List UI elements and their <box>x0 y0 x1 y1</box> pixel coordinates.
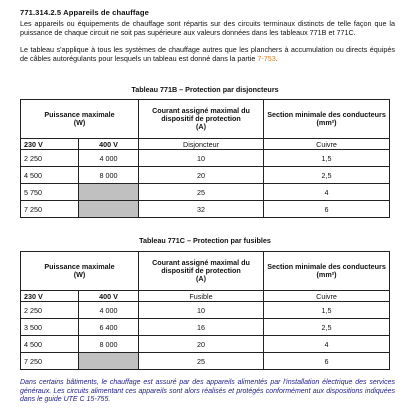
table-c-cell-230v: 7 250 <box>21 353 79 370</box>
table-c-cell-section: 6 <box>264 353 390 370</box>
table-b-cell-section: 1,5 <box>264 150 390 167</box>
table-c-cell-section: 2,5 <box>264 319 390 336</box>
table-b <box>20 99 390 218</box>
table-b-cell-current: 20 <box>139 167 264 184</box>
table-b-sub-230v: 230 V <box>21 139 79 150</box>
section-heading: 771.314.2.5 Appareils de chauffage <box>20 8 149 17</box>
part-reference-link[interactable]: 7-753 <box>257 53 276 63</box>
table-c-cell-400v: 4 000 <box>79 302 139 319</box>
paragraph-2-text: Le tableau s'applique à tous les systèmes de chauffage autres que les planchers à accumulation ou directs équipés de câbles autorégulants pour lesquels un tableau est donné dans la partie <box>20 45 395 63</box>
table-b-cell-230v: 7 250 <box>21 201 79 218</box>
table-c-header-power <box>21 252 139 291</box>
table-c-cell-current: 16 <box>139 319 264 336</box>
table-c-cell-400v: 6 400 <box>79 319 139 336</box>
table-b-cell-current: 32 <box>139 201 264 218</box>
table-b-header-power <box>21 100 139 139</box>
table-b-cell-400v: 4 000 <box>79 150 139 167</box>
table-row <box>21 353 390 370</box>
table-b-sub-material: Cuivre <box>264 139 390 150</box>
table-row <box>21 201 390 218</box>
table-b-cell-230v: 2 250 <box>21 150 79 167</box>
table-c-sub-device: Fusible <box>139 291 264 302</box>
table-b-sub-device: Disjoncteur <box>139 139 264 150</box>
table-c-cell-section: 1,5 <box>264 302 390 319</box>
table-b-cell-400v-empty <box>79 184 139 201</box>
table-b-cell-230v: 4 500 <box>21 167 79 184</box>
table-c-caption: Tableau 771C – Protection par fusibles <box>139 236 271 245</box>
table-c-cell-section: 4 <box>264 336 390 353</box>
table-c-cell-current: 25 <box>139 353 264 370</box>
table-c-header-current-text: Courant assigné maximal du dispositif de protection (A) <box>152 258 250 283</box>
table-b-cell-230v: 5 750 <box>21 184 79 201</box>
paragraph-2-end: . <box>275 53 278 63</box>
table-c <box>20 251 390 370</box>
table-c-header-section-text: Section minimale des conducteurs (mm²) <box>267 262 386 279</box>
table-c-header-current <box>139 252 264 291</box>
table-b-cell-section: 4 <box>264 184 390 201</box>
table-c-sub-400v: 400 V <box>79 291 139 302</box>
table-c-cell-current: 10 <box>139 302 264 319</box>
table-row <box>21 184 390 201</box>
table-row <box>21 302 390 319</box>
table-c-cell-230v: 3 500 <box>21 319 79 336</box>
table-b-sub-400v: 400 V <box>79 139 139 150</box>
paragraph-2 <box>20 46 395 63</box>
table-row <box>21 336 390 353</box>
table-row <box>21 167 390 184</box>
table-b-header-section <box>264 100 390 139</box>
table-c-cell-current: 20 <box>139 336 264 353</box>
italic-note: Dans certains bâtiments, le chauffage est assuré par des appareils alimentés par l'installation électrique des services généraux. Les circuits alimentant ces appareils sont alors réalisés et protégés conformément aux dispositions indiquées dans le guide UTE C 15-755. <box>20 379 395 404</box>
table-c-cell-230v: 4 500 <box>21 336 79 353</box>
table-c-cell-400v-empty <box>79 353 139 370</box>
table-b-header-current-text: Courant assigné maximal du dispositif de protection (A) <box>152 106 250 131</box>
table-c-cell-230v: 2 250 <box>21 302 79 319</box>
table-b-cell-400v-empty <box>79 201 139 218</box>
table-b-cell-section: 2,5 <box>264 167 390 184</box>
table-c-cell-400v: 8 000 <box>79 336 139 353</box>
table-row <box>21 150 390 167</box>
table-b-cell-current: 10 <box>139 150 264 167</box>
table-c-header-section <box>264 252 390 291</box>
table-c-header-power-text: Puissance maximale (W) <box>44 262 115 279</box>
table-b-cell-400v: 8 000 <box>79 167 139 184</box>
table-b-cell-section: 6 <box>264 201 390 218</box>
table-b-header-section-text: Section minimale des conducteurs (mm²) <box>267 110 386 127</box>
table-b-caption: Tableau 771B – Protection par disjoncteurs <box>131 85 279 94</box>
table-b-header-power-text: Puissance maximale (W) <box>44 110 115 127</box>
table-b-cell-current: 25 <box>139 184 264 201</box>
table-row <box>21 319 390 336</box>
paragraph-1: Les appareils ou équipements de chauffage sont répartis sur des circuits terminaux distincts de telle façon que la puissance de chaque circuit ne soit pas supérieure aux valeurs données dans les tableaux 771B et 771C. <box>20 19 395 37</box>
table-c-sub-material: Cuivre <box>264 291 390 302</box>
table-b-header-current <box>139 100 264 139</box>
table-c-sub-230v: 230 V <box>21 291 79 302</box>
